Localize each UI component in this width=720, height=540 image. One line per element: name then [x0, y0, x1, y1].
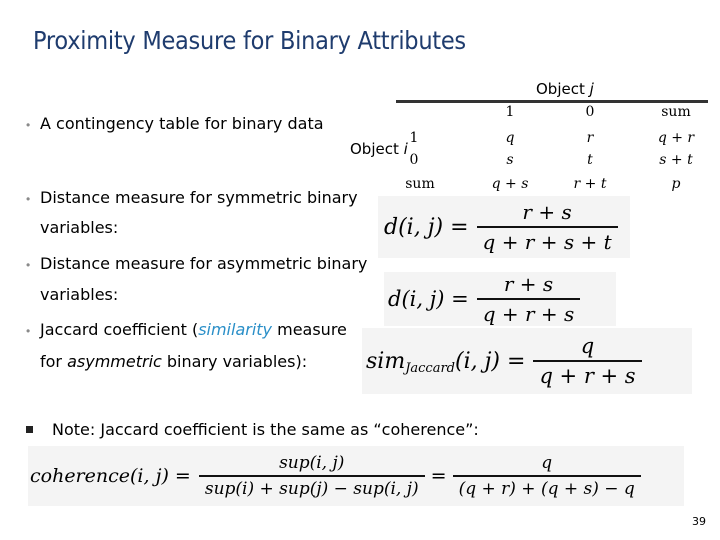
jaccard-text-pre: Jaccard coefficient (: [40, 320, 199, 339]
formula-fraction-1: [199, 453, 425, 499]
formula-lhs-subscript: Jaccard: [405, 360, 455, 376]
table-row-label: sum: [405, 176, 435, 192]
bullet-symmetric-line2: variables:: [40, 218, 119, 237]
formula-equals: =: [430, 465, 447, 487]
formula-denominator: q + r + s: [533, 360, 641, 388]
formula-lhs: d(i, j) =: [388, 287, 469, 311]
table-cell: r + t: [573, 176, 607, 192]
jaccard-line2-post: binary variables):: [161, 352, 308, 371]
formula-fraction: [533, 334, 641, 388]
table-top-rule: [396, 100, 708, 103]
formula-lhs-tail: (i, j) =: [455, 348, 526, 374]
table-cell: s + t: [659, 152, 693, 168]
formula-fraction: [477, 272, 581, 326]
table-row-label: 1: [409, 130, 419, 146]
bullet-jaccard-line1: [40, 320, 347, 340]
bullet-marker: •: [26, 324, 31, 338]
formula-denominator-2: (q + r) + (q + s) − q: [453, 475, 641, 499]
table-cell: q + r: [657, 130, 695, 146]
formula-numerator-2: q: [541, 453, 553, 473]
bullet-asymmetric-line2: variables:: [40, 285, 119, 304]
formula-lhs: coherence(i, j) =: [30, 465, 191, 487]
table-cell: q + s: [491, 176, 529, 192]
formula-denominator: q + r + s + t: [477, 226, 618, 254]
symmetric-distance-formula: [378, 196, 630, 258]
jaccard-line2-pre: for: [40, 352, 68, 371]
bullet-symmetric-line1: Distance measure for symmetric binary: [40, 188, 358, 207]
formula-lhs-main: sim: [366, 348, 406, 374]
table-cell: s: [506, 152, 514, 168]
table-cell: t: [587, 152, 593, 168]
table-header-cell: sum: [661, 104, 691, 120]
jaccard-line2-ital: asymmetric: [67, 352, 162, 371]
coherence-formula: [28, 446, 684, 506]
formula-fraction: [477, 200, 618, 254]
bullet-jaccard-line2: [40, 352, 307, 372]
note-bullet-marker: [26, 426, 33, 433]
page-number: 39: [692, 515, 706, 528]
formula-lhs: d(i, j) =: [384, 214, 469, 240]
note-text: Note: Jaccard coefficient is the same as “coherence”:: [52, 420, 479, 439]
object-j-label: [536, 80, 594, 98]
jaccard-text-post: measure: [272, 320, 347, 339]
formula-denominator-1: sup(i) + sup(j) − sup(i, j): [199, 475, 425, 499]
formula-numerator: r + s: [503, 272, 554, 296]
table-cell: r: [586, 130, 594, 146]
object-i-prefix: Object: [350, 140, 404, 158]
contingency-table: [396, 100, 708, 194]
bullet-marker: •: [26, 192, 31, 206]
jaccard-text-similarity: similarity: [198, 320, 273, 339]
bullet-asymmetric-line1: Distance measure for asymmetric binary: [40, 254, 368, 273]
table-cell: p: [671, 176, 681, 192]
object-j-prefix: Object: [536, 80, 590, 98]
bullet-marker: •: [26, 258, 31, 272]
formula-fraction-2: [453, 453, 641, 499]
table-cell: q: [505, 130, 515, 146]
table-header-cell: 0: [585, 104, 595, 120]
table-row-label: 0: [409, 152, 419, 168]
bullet-contingency-text: A contingency table for binary data: [40, 114, 324, 133]
formula-numerator-1: sup(i, j): [279, 453, 345, 473]
table-header-cell: 1: [505, 104, 515, 120]
formula-denominator: q + r + s: [477, 298, 581, 326]
slide-title: Proximity Measure for Binary Attributes: [33, 26, 466, 55]
formula-numerator: r + s: [522, 200, 572, 224]
formula-numerator: q: [580, 334, 595, 358]
object-j-var: j: [589, 80, 594, 98]
bullet-marker: •: [26, 118, 31, 132]
asymmetric-distance-formula: [384, 272, 616, 326]
object-i-var: i: [403, 140, 408, 158]
jaccard-formula: [362, 328, 692, 394]
